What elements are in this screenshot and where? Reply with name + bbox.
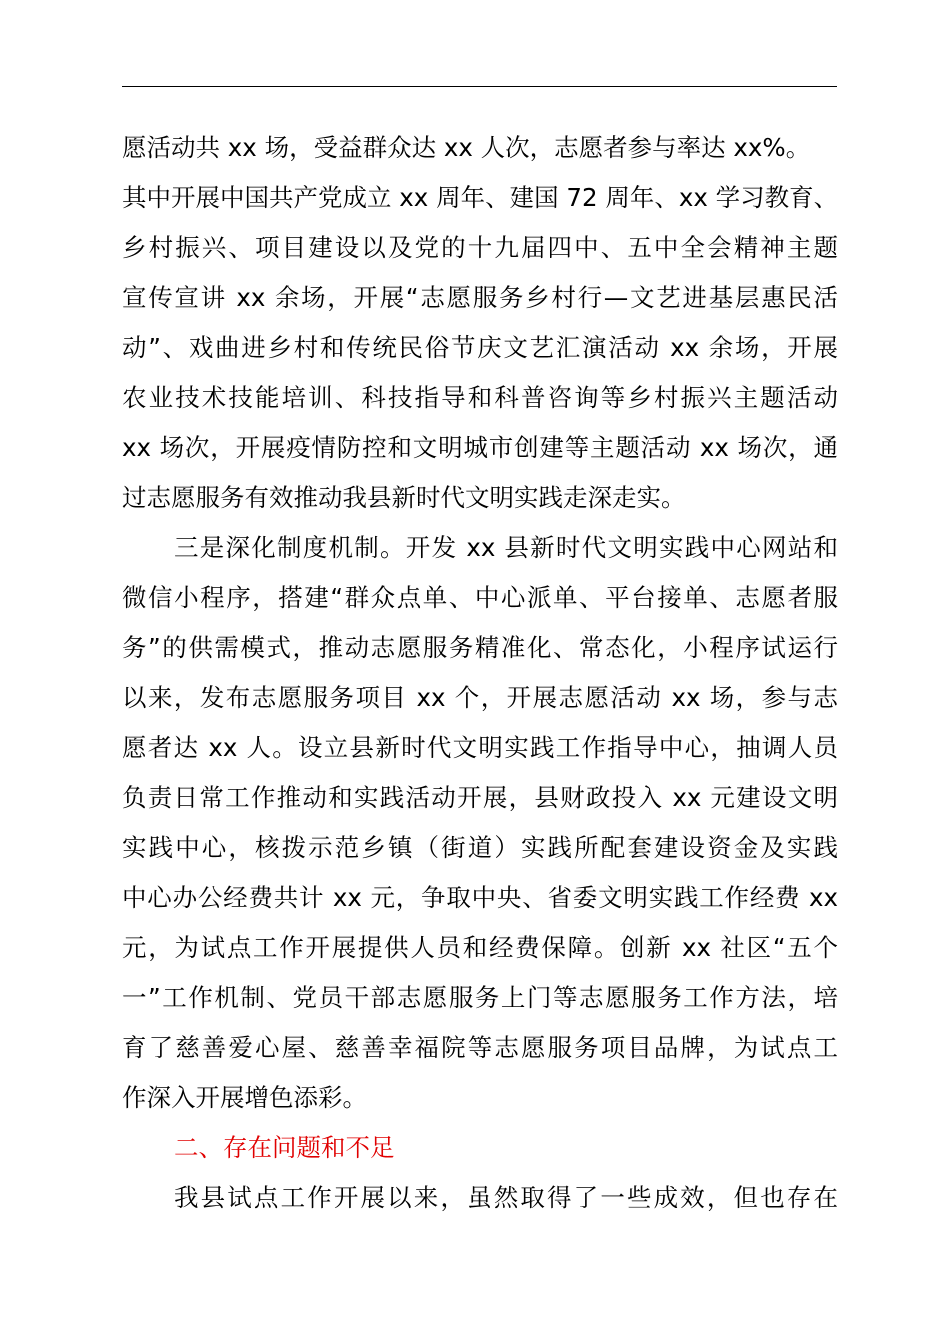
text-line: 动”、戏曲进乡村和传统民俗节庆文艺汇演活动 xx 余场，开展	[122, 333, 838, 362]
text-line: 愿者达 xx 人。设立县新时代文明实践工作指导中心，抽调人员	[122, 733, 838, 762]
text-line: 乡村振兴、项目建设以及党的十九届四中、五中全会精神主题	[122, 233, 838, 262]
text-line: 农业技术技能培训、科技指导和科普咨询等乡村振兴主题活动	[122, 383, 838, 412]
paragraph-start-line: 三是深化制度机制。开发 xx 县新时代文明实践中心网站和	[174, 533, 838, 562]
document-body	[122, 123, 838, 1223]
header-rule	[122, 86, 837, 87]
text-line: 微信小程序，搭建“群众点单、中心派单、平台接单、志愿者服	[122, 583, 838, 612]
text-line: 元，为试点工作开展提供人员和经费保障。创新 xx 社区“五个	[122, 933, 838, 962]
text-line: 以来，发布志愿服务项目 xx 个，开展志愿活动 xx 场，参与志	[122, 683, 838, 712]
text-line: 过志愿服务有效推动我县新时代文明实践走深走实。	[122, 483, 686, 512]
text-line: 务”的供需模式，推动志愿服务精准化、常态化，小程序试运行	[122, 633, 838, 662]
text-line: 其中开展中国共产党成立 xx 周年、建国 72 周年、xx 学习教育、	[122, 183, 839, 212]
text-line: 育了慈善爱心屋、慈善幸福院等志愿服务项目品牌，为试点工	[122, 1033, 838, 1062]
text-line: xx 场次，开展疫情防控和文明城市创建等主题活动 xx 场次，通	[122, 433, 838, 462]
text-line: 宣传宣讲 xx 余场，开展“志愿服务乡村行—文艺进基层惠民活	[122, 283, 838, 312]
text-line: 一”工作机制、党员干部志愿服务上门等志愿服务工作方法，培	[122, 983, 838, 1012]
section-heading: 二、存在问题和不足	[174, 1133, 395, 1162]
text-line: 愿活动共 xx 场，受益群众达 xx 人次，志愿者参与率达 xx%。	[122, 133, 811, 162]
text-line: 实践中心，核拨示范乡镇（街道）实践所配套建设资金及实践	[122, 833, 838, 862]
paragraph-start-line: 我县试点工作开展以来，虽然取得了一些成效，但也存在	[174, 1183, 838, 1212]
text-line: 中心办公经费共计 xx 元，争取中央、省委文明实践工作经费 xx	[122, 883, 838, 912]
text-line: 负责日常工作推动和实践活动开展，县财政投入 xx 元建设文明	[122, 783, 838, 812]
text-line: 作深入开展增色添彩。	[122, 1083, 367, 1112]
